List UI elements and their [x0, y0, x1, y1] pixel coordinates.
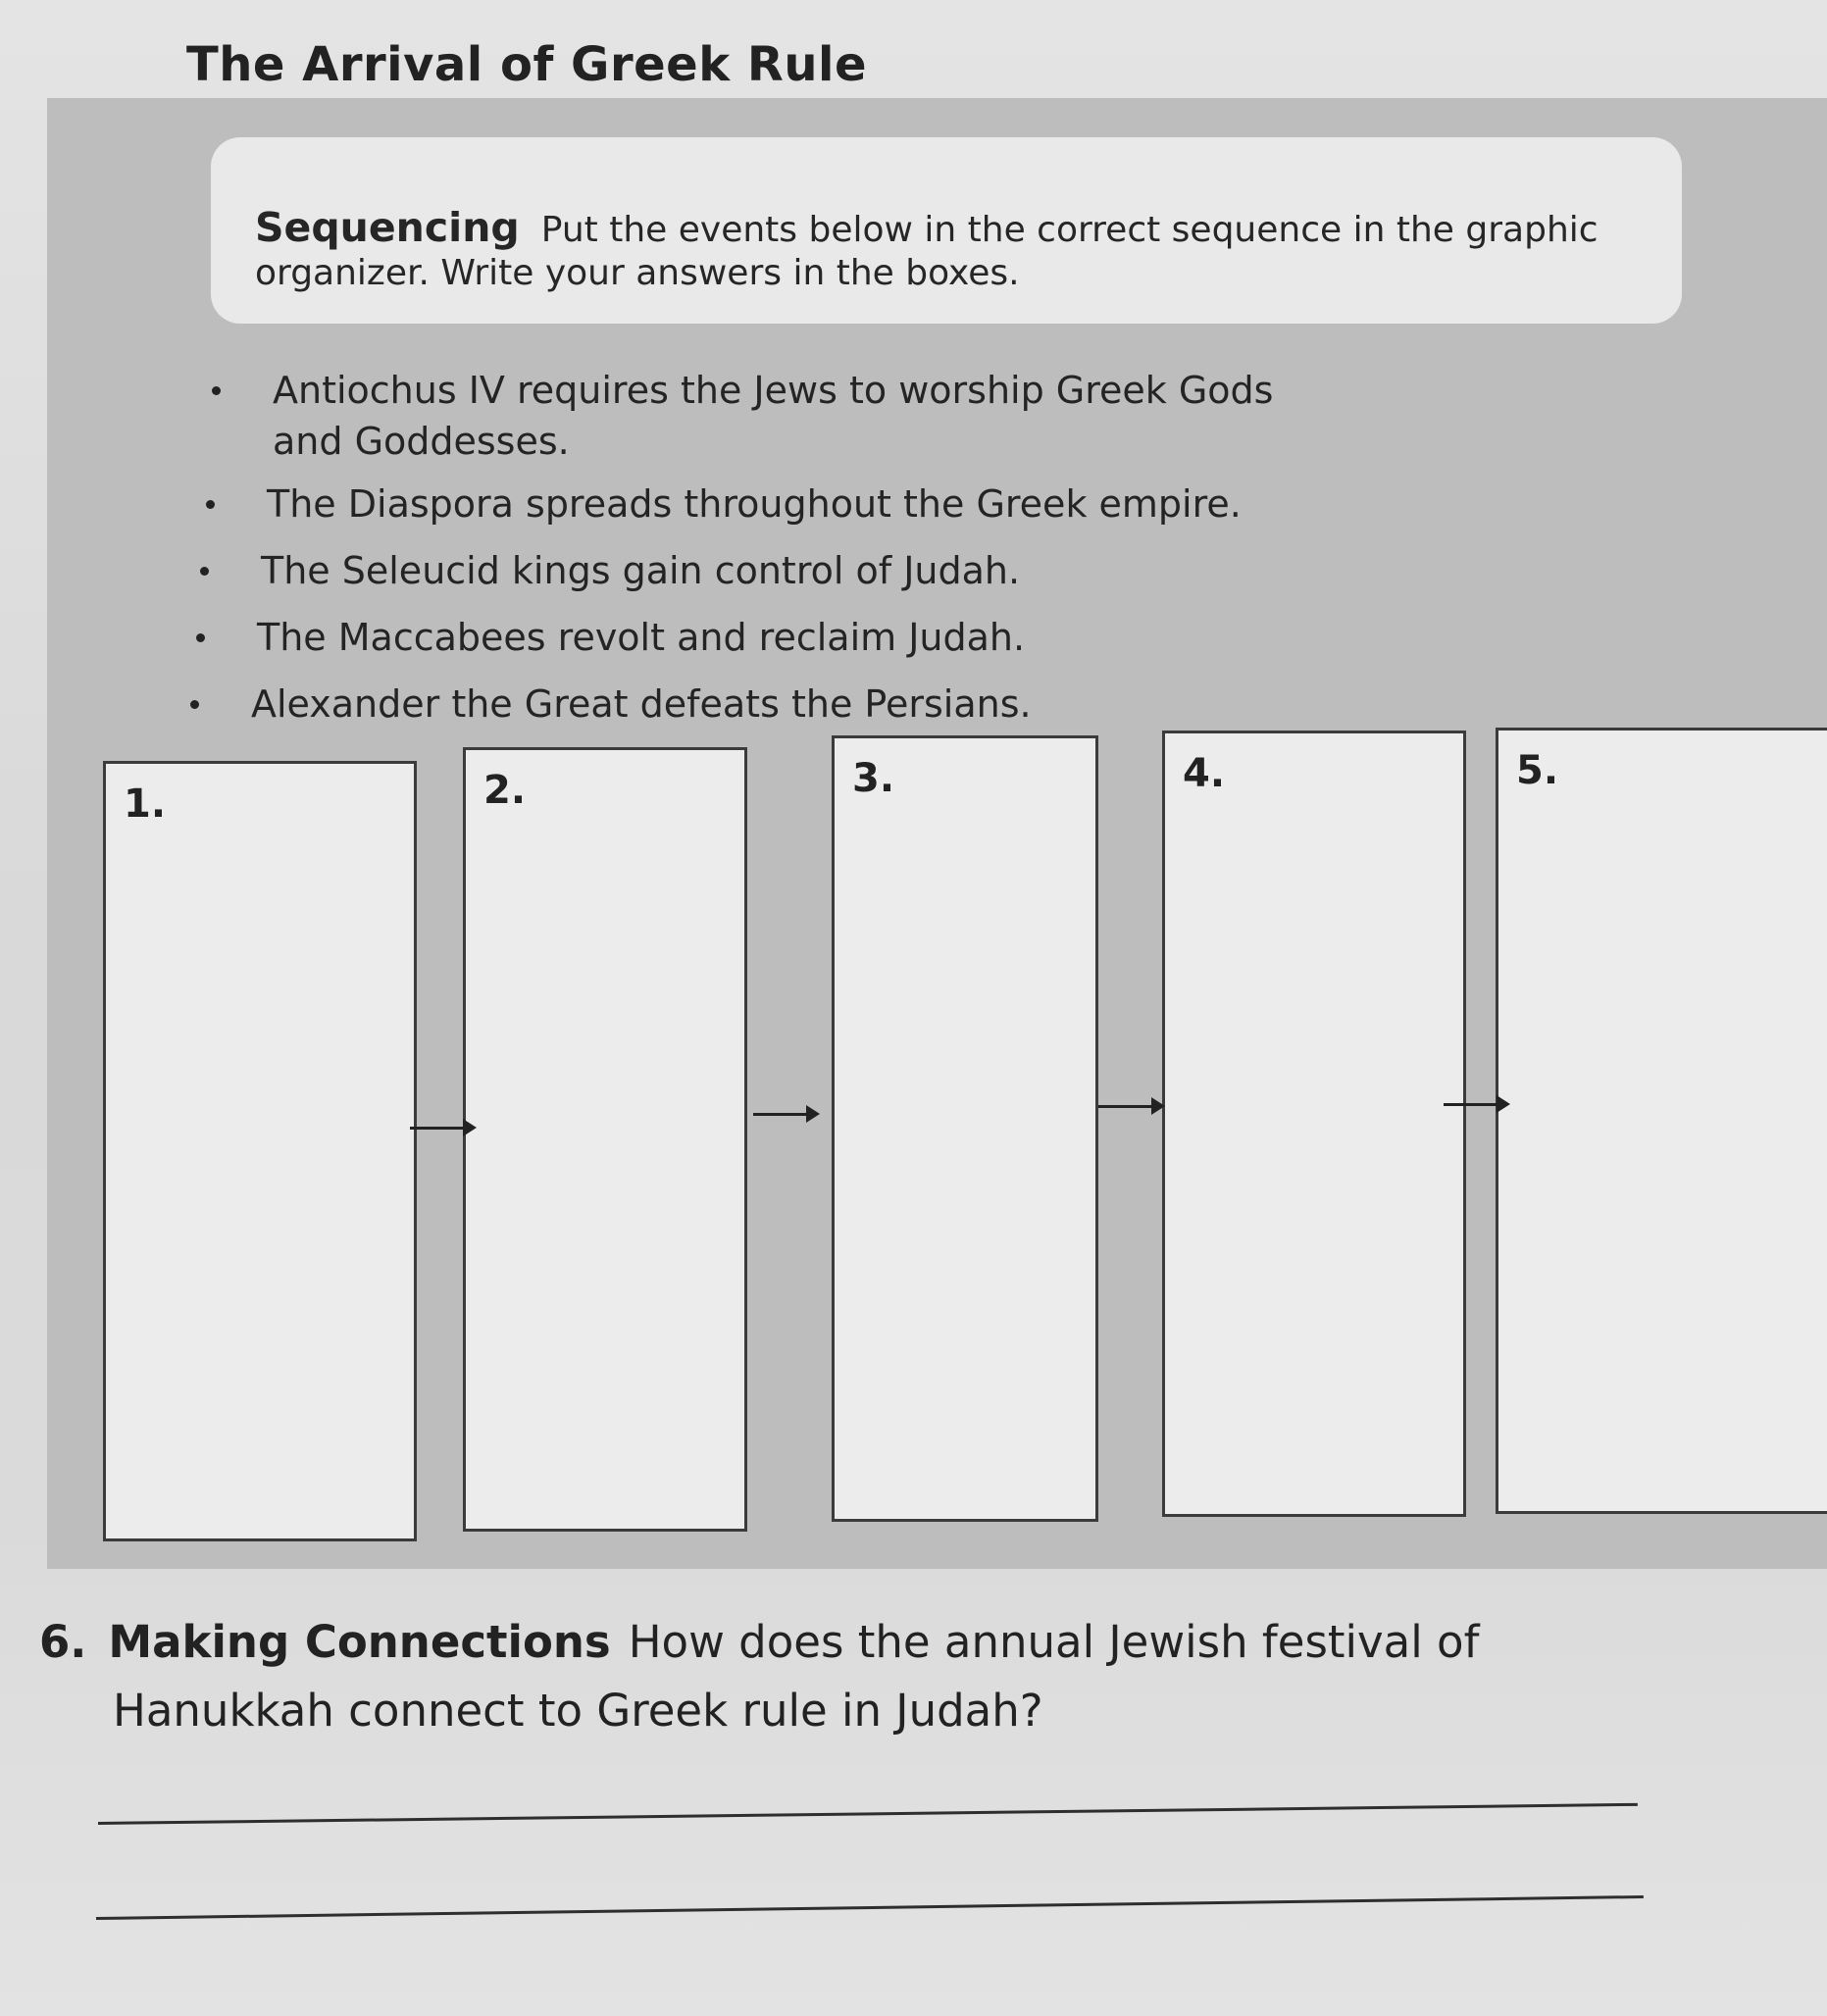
question-label: Making Connections	[108, 1616, 611, 1668]
instruction-label: Sequencing	[255, 204, 520, 251]
sequence-box-5[interactable]	[1496, 728, 1827, 1514]
bullet-icon	[212, 386, 221, 395]
sequence-box-4[interactable]	[1162, 731, 1466, 1517]
event-text-continued: and Goddesses.	[273, 420, 570, 463]
instruction-line-1	[255, 204, 1599, 251]
event-text: Antiochus IV requires the Jews to worship Greek Gods	[273, 369, 1274, 412]
box-number: 2.	[483, 768, 527, 813]
event-item-1	[273, 369, 1273, 463]
arrow-right-icon	[753, 1104, 820, 1124]
answer-line-1[interactable]	[98, 1803, 1638, 1825]
box-number: 5.	[1516, 748, 1559, 793]
sequence-box-1[interactable]	[103, 761, 417, 1541]
event-text: Alexander the Great defeats the Persians.	[251, 682, 1032, 726]
bullet-icon	[206, 500, 215, 509]
instruction-line-2: organizer. Write your answers in the boxes.	[255, 253, 1020, 293]
event-item-4	[257, 616, 1025, 659]
answer-line-2[interactable]	[96, 1895, 1644, 1920]
event-item-5	[251, 682, 1032, 726]
event-item-3	[261, 549, 1020, 592]
instruction-box	[211, 137, 1682, 324]
page-title: The Arrival of Greek Rule	[186, 37, 867, 92]
sequence-box-2[interactable]	[463, 747, 747, 1532]
event-item-2	[267, 482, 1242, 526]
event-text: The Seleucid kings gain control of Judah.	[261, 549, 1021, 592]
arrow-right-icon	[1098, 1096, 1165, 1116]
instruction-text-1: Put the events below in the correct sequence in the graphic	[540, 210, 1599, 250]
box-number: 3.	[852, 756, 895, 801]
box-number: 1.	[124, 781, 167, 827]
bullet-icon	[190, 700, 199, 709]
arrow-right-icon	[410, 1118, 477, 1137]
event-text: The Diaspora spreads throughout the Greek empire.	[267, 482, 1242, 526]
bullet-icon	[200, 567, 209, 576]
question-6	[39, 1608, 1510, 1745]
event-text: The Maccabees revolt and reclaim Judah.	[257, 616, 1026, 659]
question-number: 6.	[39, 1616, 87, 1668]
question-text-1: How does the annual Jewish festival of	[628, 1616, 1480, 1668]
question-line-1	[39, 1608, 1510, 1677]
sequence-box-3[interactable]	[832, 735, 1098, 1522]
question-text-2: Hanukkah connect to Greek rule in Judah?	[113, 1685, 1043, 1737]
bullet-icon	[196, 633, 205, 642]
arrow-right-icon	[1444, 1094, 1510, 1114]
box-number: 4.	[1183, 751, 1226, 796]
